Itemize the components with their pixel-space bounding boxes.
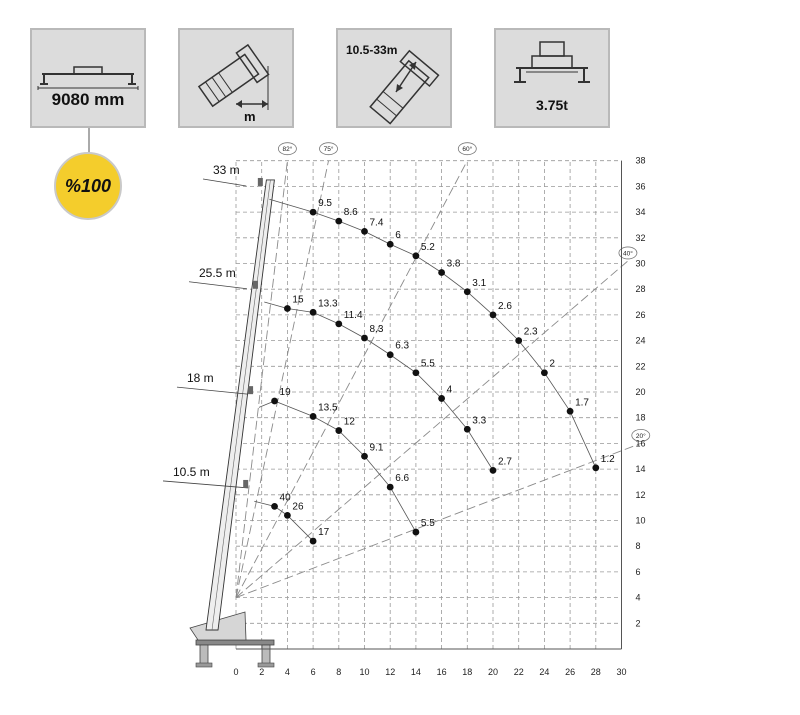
- angle-label: 60°: [462, 146, 473, 154]
- load-label: 3.8: [446, 258, 461, 270]
- load-point: [335, 218, 342, 225]
- outrigger-right: [262, 645, 270, 665]
- load-point: [413, 369, 420, 376]
- boom-section-joint: [253, 281, 258, 289]
- y-tick-label: 34: [635, 207, 646, 218]
- load-label: 2.7: [498, 456, 512, 468]
- boom-section-joint: [243, 480, 248, 488]
- y-tick-label: 4: [635, 592, 641, 603]
- curve-lead-in: [264, 302, 287, 308]
- boom-length-leader: [189, 282, 247, 289]
- load-label: 1.7: [575, 397, 590, 409]
- load-label: 5.5: [420, 358, 435, 370]
- load-point: [271, 398, 278, 405]
- load-label: 7.4: [369, 217, 384, 229]
- load-label: 15: [292, 294, 304, 306]
- y-tick-label: 38: [635, 155, 646, 166]
- x-tick-label: 10: [359, 667, 370, 677]
- load-label: 9.5: [318, 198, 333, 210]
- load-label: 4: [446, 384, 453, 396]
- load-point: [567, 408, 574, 415]
- y-tick-label: 14: [635, 464, 646, 475]
- load-point: [335, 427, 342, 434]
- counterweight-label: 3.75t: [536, 97, 568, 113]
- load-point: [310, 413, 317, 420]
- x-tick-label: 26: [565, 667, 576, 677]
- boom-length-label: 18 m: [187, 371, 214, 386]
- y-tick-label: 16: [635, 438, 646, 449]
- outreach-unit-label: m: [244, 109, 256, 124]
- outrigger-extension-badge: %100: [54, 152, 122, 220]
- angle-lines: [236, 143, 650, 598]
- pad-left: [196, 663, 212, 667]
- y-tick-label: 12: [635, 489, 646, 500]
- x-tick-label: 28: [590, 667, 601, 677]
- x-tick-label: 12: [385, 667, 396, 677]
- boom-section-joint: [258, 178, 263, 186]
- load-point: [284, 512, 291, 519]
- load-point: [310, 538, 317, 545]
- x-tick-label: 16: [436, 667, 447, 677]
- load-point: [438, 269, 445, 276]
- load-point: [271, 503, 278, 510]
- load-label: 6.3: [395, 340, 410, 352]
- y-tick-label: 2: [635, 618, 641, 629]
- y-tick-label: 26: [635, 309, 646, 320]
- y-tick-label: 18: [635, 412, 646, 423]
- load-point: [310, 209, 317, 216]
- x-tick-label: 14: [410, 667, 421, 677]
- load-label: 3.1: [472, 277, 487, 289]
- y-tick-label: 36: [635, 181, 646, 192]
- telescoping-range-label: 10.5-33m: [346, 43, 398, 57]
- y-tick-label: 32: [635, 232, 646, 243]
- load-label: 2.6: [498, 300, 512, 312]
- angle-label: 40°: [623, 250, 633, 258]
- axes: [233, 156, 645, 677]
- angle-label: 82°: [282, 146, 293, 154]
- load-point: [387, 484, 394, 491]
- load-label: 2.3: [523, 326, 538, 338]
- load-point: [284, 305, 291, 312]
- load-point: [310, 309, 317, 316]
- outrigger-left: [200, 645, 208, 665]
- y-tick-label: 6: [635, 566, 641, 577]
- load-point: [541, 369, 548, 376]
- boom-length-label: 33 m: [213, 162, 240, 177]
- load-label: 9.1: [369, 442, 384, 454]
- load-label: 13.5: [318, 402, 338, 414]
- load-point: [413, 252, 420, 259]
- x-tick-label: 22: [513, 667, 524, 677]
- y-tick-label: 20: [635, 387, 646, 397]
- boom-length-leader: [177, 387, 248, 394]
- boom-length-label: 10.5 m: [173, 464, 210, 479]
- x-tick-label: 4: [284, 667, 290, 677]
- load-label: 3.3: [472, 415, 487, 427]
- load-label: 26: [292, 501, 304, 513]
- load-label: 6: [395, 230, 401, 242]
- load-label: 6.6: [395, 473, 410, 485]
- y-tick-label: 8: [635, 541, 641, 552]
- x-tick-label: 2: [259, 667, 265, 677]
- crane-base: [196, 640, 274, 645]
- x-tick-label: 0: [233, 667, 239, 677]
- load-label: 13.3: [318, 298, 338, 310]
- x-tick-label: 6: [310, 667, 316, 677]
- load-point: [490, 312, 497, 319]
- load-label: 11.4: [343, 309, 363, 321]
- x-tick-label: 18: [462, 667, 473, 677]
- y-tick-label: 28: [635, 284, 646, 295]
- load-point: [387, 351, 394, 358]
- boom-length-label: 25.5 m: [199, 265, 236, 280]
- x-tick-label: 20: [487, 667, 499, 677]
- load-label: 1.2: [600, 453, 615, 465]
- load-point: [361, 335, 368, 342]
- y-tick-label: 24: [635, 335, 646, 346]
- boom-section-joint: [248, 386, 253, 394]
- load-label: 19: [279, 386, 291, 398]
- load-label: 2: [549, 358, 555, 370]
- load-point: [464, 426, 471, 433]
- load-label: 12: [343, 416, 355, 428]
- x-tick-label: 30: [616, 667, 627, 677]
- x-tick-label: 8: [336, 667, 342, 677]
- x-tick-label: 24: [539, 667, 550, 677]
- y-tick-label: 22: [635, 361, 646, 372]
- load-point: [387, 241, 394, 248]
- load-point: [490, 467, 497, 474]
- load-point: [413, 529, 420, 536]
- load-point: [335, 320, 342, 327]
- load-curve: [313, 212, 596, 468]
- load-label: 8.3: [369, 324, 384, 336]
- load-point: [361, 453, 368, 460]
- load-label: 40: [279, 492, 291, 504]
- y-tick-label: 10: [635, 515, 646, 526]
- outrigger-width-label: 9080 mm: [51, 90, 125, 109]
- load-label: 17: [318, 527, 330, 539]
- load-label: 8.6: [343, 207, 358, 219]
- y-tick-label: 30: [635, 258, 646, 269]
- load-label: 5.2: [420, 241, 435, 253]
- boom-length-leader: [203, 179, 246, 186]
- angle-label: 20°: [635, 432, 646, 440]
- curve-lead-in: [269, 199, 313, 212]
- angle-line: [236, 261, 628, 598]
- angle-label: 75°: [323, 146, 334, 154]
- load-point: [592, 464, 599, 471]
- load-point: [361, 228, 368, 235]
- load-point: [515, 337, 522, 344]
- load-curves: [254, 198, 615, 544]
- load-point: [438, 395, 445, 402]
- load-label: 5.5: [420, 518, 435, 530]
- load-point: [464, 288, 471, 295]
